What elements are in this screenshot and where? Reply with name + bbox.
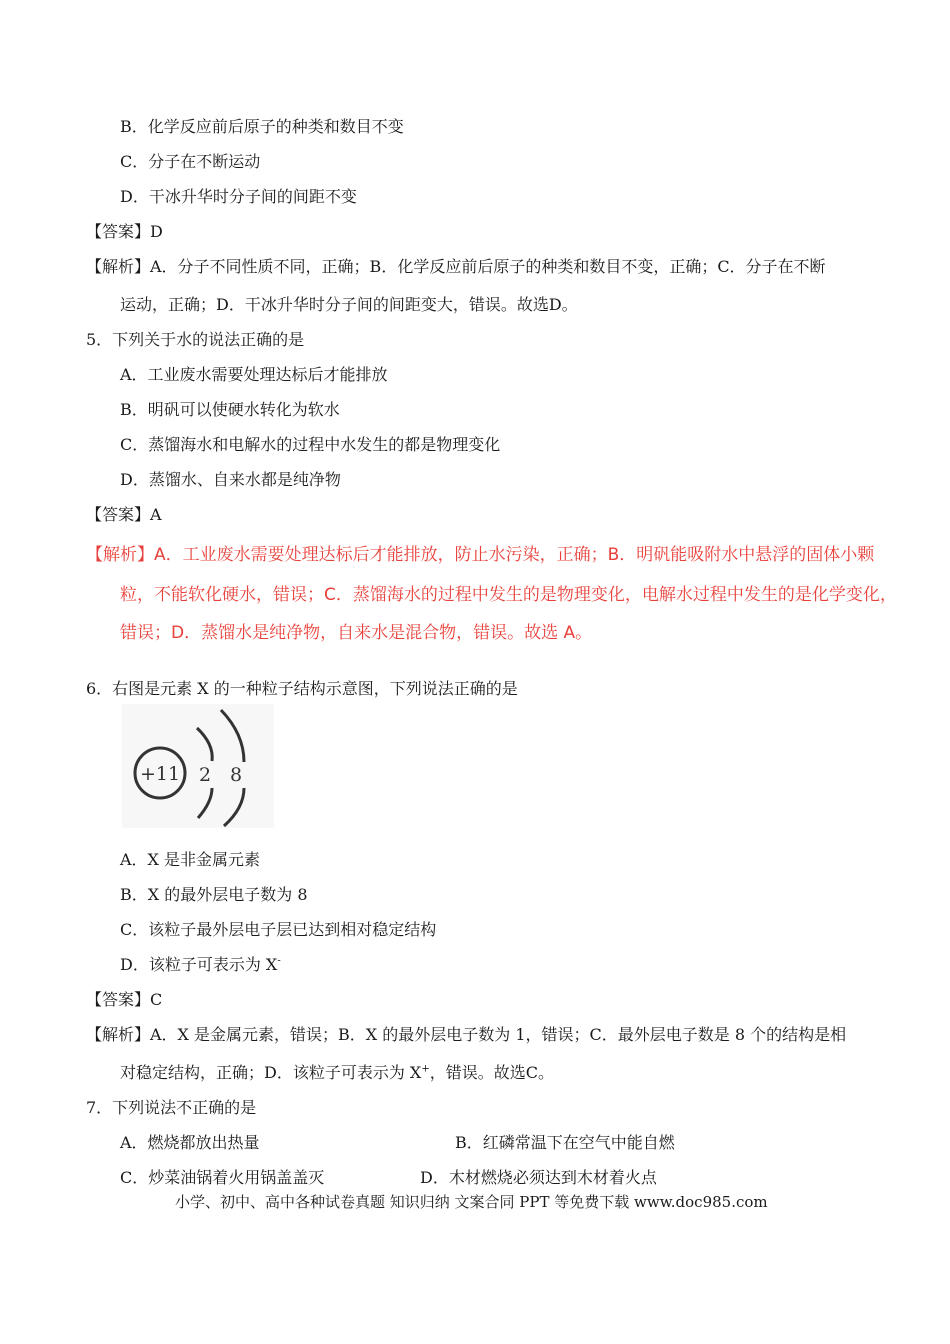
q5-option-b: B．明矾可以使硬水转化为软水 bbox=[120, 400, 340, 419]
q6-analysis-line-2-a: 对稳定结构，正确；D．该粒子可表示为 X bbox=[120, 1063, 422, 1082]
page-footer: 小学、初中、高中各种试卷真题 知识归纳 文案合同 PPT 等免费下载 www.doc985.com bbox=[175, 1193, 768, 1211]
q6-analysis-line-1: 【解析】A．X 是金属元素，错误；B．X 的最外层电子数为 1，错误；C．最外层电子数是 8 个的结构是相 bbox=[86, 1025, 847, 1044]
q6-option-c: C．该粒子最外层电子层已达到相对稳定结构 bbox=[120, 920, 437, 939]
q5-question: 5．下列关于水的说法正确的是 bbox=[86, 330, 305, 349]
q5-option-d: D．蒸馏水、自来水都是纯净物 bbox=[120, 470, 341, 489]
q7-option-b: B．红磷常温下在空气中能自燃 bbox=[455, 1133, 675, 1152]
nucleus-charge: +11 bbox=[139, 763, 181, 785]
q4-analysis-line-2: 运动，正确；D．干冰升华时分子间的间距变大，错误。故选D。 bbox=[120, 295, 578, 314]
q4-option-d: D．干冰升华时分子间的间距不变 bbox=[120, 187, 357, 206]
shell-2-arc-bottom bbox=[224, 788, 244, 826]
q6-analysis-line-2 bbox=[120, 1063, 554, 1083]
q7-option-a: A．燃烧都放出热量 bbox=[120, 1133, 260, 1152]
atom-structure-diagram bbox=[122, 704, 274, 828]
q5-analysis-line-2: 粒，不能软化硬水，错误；C．蒸馏海水的过程中发生的是物理变化，电解水过程中发生的是化学变化， bbox=[120, 585, 897, 605]
q4-option-b: B．化学反应前后原子的种类和数目不变 bbox=[120, 117, 404, 136]
q6-analysis-charge: + bbox=[421, 1063, 430, 1075]
q7-question: 7．下列说法不正确的是 bbox=[86, 1098, 257, 1117]
q6-question: 6．右图是元素 X 的一种粒子结构示意图，下列说法正确的是 bbox=[86, 679, 518, 698]
q6-option-d-charge: - bbox=[277, 955, 281, 967]
shell-1-electrons: 2 bbox=[198, 764, 212, 786]
atom-structure-svg bbox=[122, 704, 274, 828]
q5-analysis-line-3: 错误；D．蒸馏水是纯净物，自来水是混合物，错误。故选 A。 bbox=[120, 623, 593, 643]
q6-option-b: B．X 的最外层电子数为 8 bbox=[120, 885, 308, 904]
q5-option-a: A．工业废水需要处理达标后才能排放 bbox=[120, 365, 388, 384]
q6-option-d bbox=[120, 955, 281, 975]
q5-option-c: C．蒸馏海水和电解水的过程中水发生的都是物理变化 bbox=[120, 435, 501, 454]
q7-option-c: C．炒菜油锅着火用锅盖盖灭 bbox=[120, 1168, 325, 1187]
q4-analysis-line-1: 【解析】A．分子不同性质不同，正确；B．化学反应前后原子的种类和数目不变，正确；C．分子在不断 bbox=[86, 257, 826, 276]
shell-2-electrons: 8 bbox=[229, 764, 243, 786]
q6-option-a: A．X 是非金属元素 bbox=[120, 850, 261, 869]
shell-2-arc-top bbox=[221, 710, 244, 762]
q4-option-c: C．分子在不断运动 bbox=[120, 152, 261, 171]
shell-1-arc-bottom bbox=[198, 788, 212, 818]
q6-answer: 【答案】C bbox=[86, 990, 163, 1009]
q6-analysis-line-2-b: ，错误。故选C。 bbox=[429, 1063, 554, 1082]
shell-1-arc-top bbox=[197, 728, 212, 761]
q7-option-d: D．木材燃烧必须达到木材着火点 bbox=[420, 1168, 657, 1187]
q6-option-d-text: D．该粒子可表示为 X bbox=[120, 955, 278, 974]
q5-answer: 【答案】A bbox=[86, 505, 162, 524]
q5-analysis-line-1: 【解析】A．工业废水需要处理达标后才能排放，防止水污染，正确；B．明矾能吸附水中悬浮的固体小颗 bbox=[86, 545, 875, 565]
q4-answer: 【答案】D bbox=[86, 222, 163, 241]
